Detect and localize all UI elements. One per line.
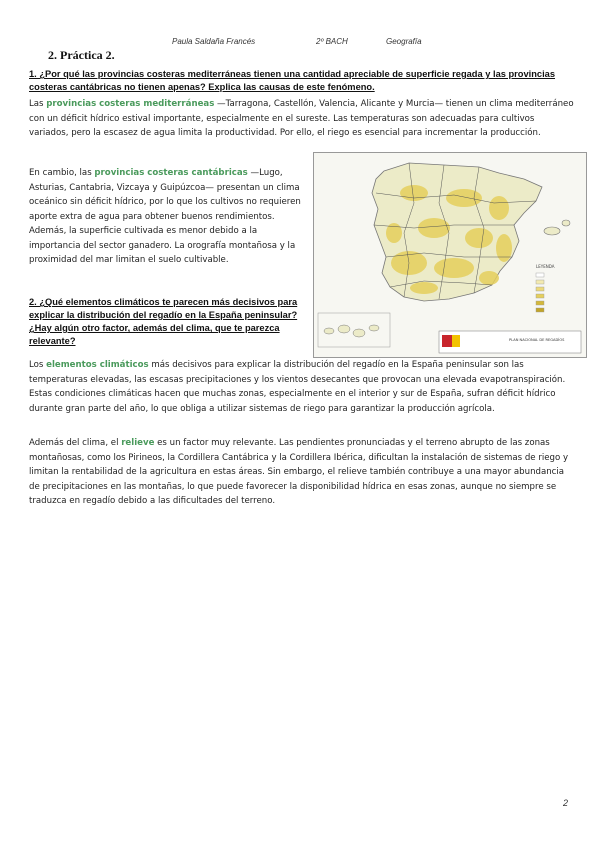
header-author: Paula Saldaña Francés <box>172 37 256 46</box>
highlight-cantabrian: provincias costeras cantábricas <box>94 168 248 178</box>
highlight-climate-elements: elementos climáticos <box>46 360 149 370</box>
header-subject: Geografía <box>386 37 422 46</box>
irrigation-map-figure <box>313 152 587 358</box>
q2-paragraph-1: Los elementos climáticos más decisivos para explicar la distribución del regadío en la España peninsular son las temperaturas elevadas, las escasas precipitaciones y los vientos desecantes que provocan una elevada evapotranspiración. Estas condiciones climáticas hacen que muchas zonas, especialmente en el interior y sur de España, sufran déficit hídrico durante gran parte del año, lo que obliga a utilizar sistemas de riego para garantizar la producción agrícola. <box>29 360 566 414</box>
page-number: 2 <box>563 798 569 808</box>
q2-paragraph-2: Además del clima, el relieve es un factor muy relevante. Las pendientes pronunciadas y el terreno abrupto de las zonas montañosas, como los Pirineos, la Cordillera Cantábrica y la Cordillera Ibérica, dificultan la instalación de sistemas de riego y limitan la rentabilidad de la agricultura en estas áreas. Sin embargo, el relieve también contribuye a una mayor abundancia de precipitaciones en las montañas, lo que puede favorecer la disponibilidad hídrica en esas zonas, aunque no siempre se traduzca en regadío debido a las dificultades del terreno. <box>29 438 569 506</box>
legend-title: LEYENDA <box>536 264 555 269</box>
question-1-title: 1. ¿Por qué las provincias costeras mediterráneas tienen una cantidad apreciable de superficie regada y las provincias costeras cantábricas no tienen apenas? Explica las causas de este fenómeno. <box>29 69 556 92</box>
section-title: 2. Práctica 2. <box>48 48 115 62</box>
highlight-relief: relieve <box>121 438 155 448</box>
map-plan-label: PLAN NACIONAL DE REGADÍOS <box>509 338 565 342</box>
q1-paragraph-1: Las provincias costeras mediterráneas —Tarragona, Castellón, Valencia, Alicante y Murcia— tienen un clima mediterráneo con un déficit hídrico estival importante, especialmente en el sureste. Las temperaturas son adecuadas para cultivos variados, pero la escasez de agua limita la productividad. Por ello, el riego es esencial para incrementar la producción. <box>29 99 574 138</box>
question-2-title: 2. ¿Qué elementos climáticos te parecen más decisivos para explicar la distribución del regadío en la España peninsular? ¿Hay algún otro factor, además del clima, que te parezca relevante? <box>29 297 298 346</box>
spain-irrigation-map <box>314 153 586 357</box>
highlight-mediterranean: provincias costeras mediterráneas <box>46 99 215 109</box>
header-course: 2º BACH <box>316 37 348 46</box>
q1-paragraph-2: En cambio, las provincias costeras cantábricas —Lugo, Asturias, Cantabria, Vizcaya y Guipúzcoa— presentan un clima oceánico sin déficit hídrico, por lo que los cultivos no requieren aporte extra de agua para obtener buenos rendimientos. Además, la superficie cultivada es menor debido a la importancia del sector ganadero. La orografía montañosa y la proximidad del mar limitan el suelo cultivable. <box>29 168 301 265</box>
